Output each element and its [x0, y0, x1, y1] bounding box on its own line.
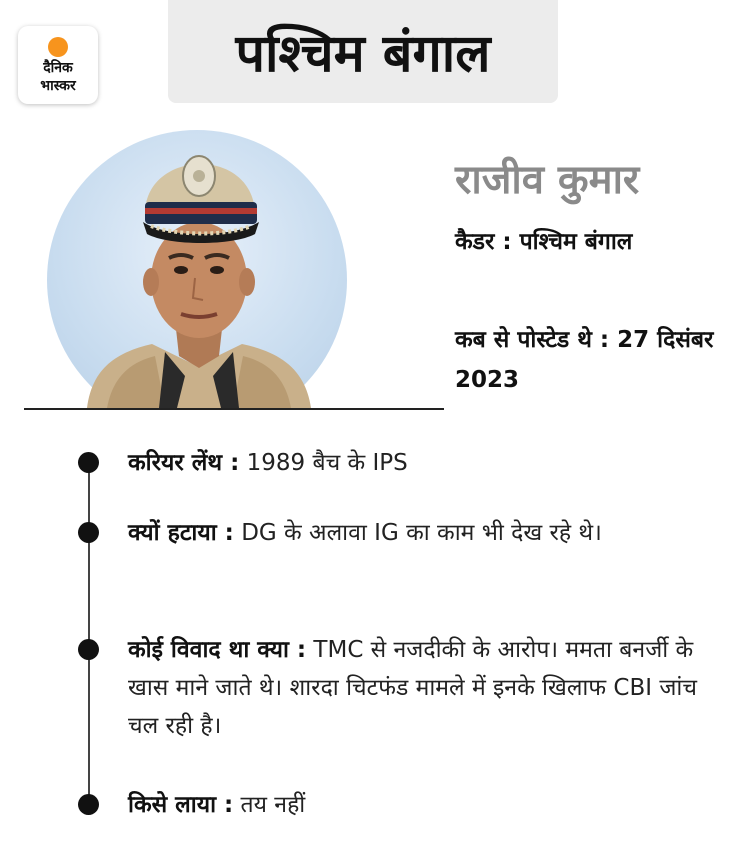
detail-label: किसे लाया :	[128, 792, 234, 818]
detail-text: TMC से नजदीकी के आरोप। ममता बनर्जी के खास माने जाते थे। शारदा चिटफंड मामले में इनके खिलाफ CBI जांच चल रही है।	[128, 637, 697, 739]
cadre-info	[455, 222, 717, 262]
state-title: पश्चिम बंगाल	[168, 0, 558, 103]
cadre-value: पश्चिम बंगाल	[519, 229, 633, 255]
logo-line-1: दैनिक	[43, 60, 73, 76]
posted-label: कब से पोस्टेड थे :	[455, 327, 610, 353]
bullet-dot	[78, 522, 99, 543]
posted-info	[455, 320, 717, 400]
detail-replacement	[128, 786, 708, 824]
detail-label: करियर लेंथ :	[128, 450, 240, 476]
detail-text: 1989 बैच के IPS	[246, 450, 408, 476]
bullet-dot	[78, 452, 99, 473]
logo-line-2: भास्कर	[40, 78, 76, 94]
officer-portrait	[47, 130, 347, 408]
posted-value: 27 दिसंबर 2023	[455, 327, 714, 393]
detail-career	[128, 444, 708, 482]
sun-dot-icon	[48, 37, 68, 57]
timeline-line	[88, 462, 90, 802]
dainik-bhaskar-logo	[18, 26, 98, 104]
divider-line	[24, 408, 444, 410]
detail-text: तय नहीं	[240, 792, 306, 818]
detail-why-removed	[128, 514, 708, 552]
detail-label: क्यों हटाया :	[128, 520, 234, 546]
bullet-dot	[78, 639, 99, 660]
officer-name: राजीव कुमार	[455, 157, 640, 203]
bullet-dot	[78, 794, 99, 815]
detail-text: DG के अलावा IG का काम भी देख रहे थे।	[241, 520, 602, 546]
cadre-label: कैडर :	[455, 229, 512, 255]
detail-controversy	[128, 631, 708, 745]
detail-label: कोई विवाद था क्या :	[128, 637, 307, 663]
officer-illustration	[47, 130, 347, 408]
